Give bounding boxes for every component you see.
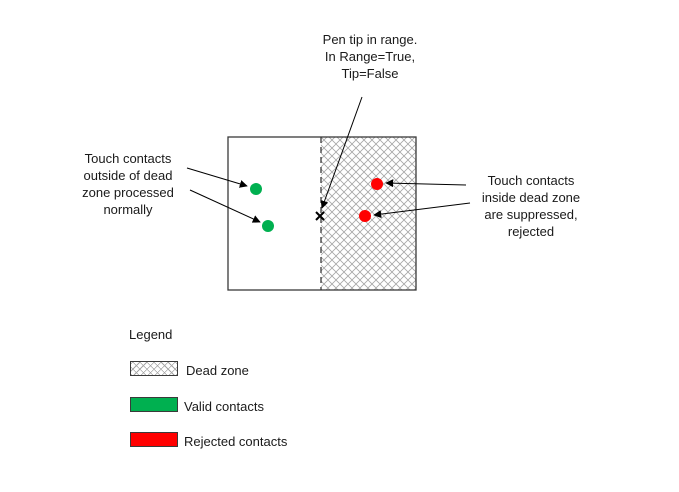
pen-annotation-line-1: Pen tip in range. — [322, 32, 418, 47]
rejected-annotation-line-1: Touch contacts — [487, 173, 575, 188]
valid-annotation — [68, 150, 188, 218]
legend-label-rejected: Rejected contacts — [184, 434, 288, 449]
pen-annotation-line-3: Tip=False — [341, 66, 399, 81]
rejected-annotation-line-4: rejected — [507, 224, 555, 239]
legend-swatch-valid — [130, 397, 178, 412]
valid-arrow-2 — [190, 190, 260, 222]
rejected-contact-1 — [371, 178, 383, 190]
rejected-annotation-line-2: inside dead zone — [481, 190, 581, 205]
valid-annotation-line-1: Touch contacts — [84, 151, 172, 166]
rejected-annotation-line-3: are suppressed, — [484, 207, 578, 222]
legend-swatch-rejected — [130, 432, 178, 447]
valid-contact-2 — [262, 220, 274, 232]
legend-label-valid: Valid contacts — [184, 399, 264, 414]
rejected-contact-2 — [359, 210, 371, 222]
valid-contact-1 — [250, 183, 262, 195]
legend-label-dead-zone: Dead zone — [186, 363, 249, 378]
pen-annotation-line-2: In Range=True, — [324, 49, 416, 64]
valid-annotation-line-4: normally — [103, 202, 153, 217]
legend-swatch-dead-zone — [130, 361, 178, 376]
valid-arrow-1 — [187, 168, 247, 186]
valid-annotation-line-2: outside of dead — [83, 168, 173, 183]
legend-title: Legend — [129, 327, 173, 342]
valid-annotation-line-3: zone processed — [82, 185, 174, 200]
pen-annotation — [320, 31, 420, 82]
rejected-annotation — [466, 172, 596, 240]
